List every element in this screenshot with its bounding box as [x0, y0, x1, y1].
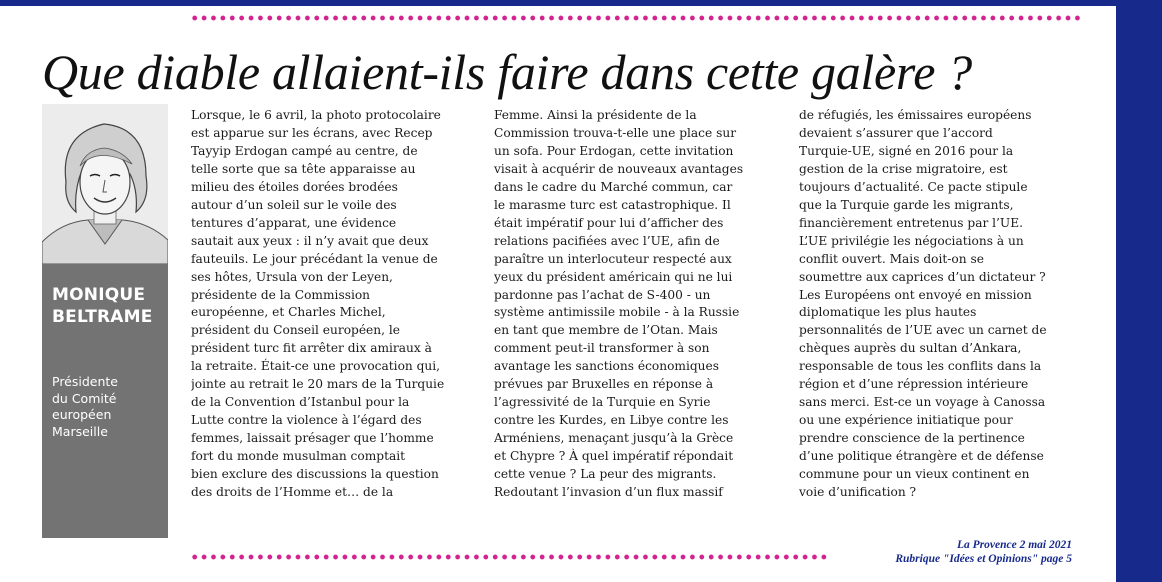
article-text-line: voie d’unification ? [799, 485, 917, 500]
article-text-line: que la Turquie garde les migrants, [799, 197, 1014, 212]
author-role-line: Présidente [52, 374, 118, 389]
right-frame-border [1116, 0, 1162, 582]
top-frame-border [0, 0, 1162, 6]
article-text-line: yeux du président américain qui ne lui [494, 269, 733, 284]
top-dotted-rule [190, 14, 1080, 22]
article-headline: Que diable allaient-ils faire dans cette galère ? [42, 44, 973, 100]
article-text-line: relations pacifiées avec l’UE, afin de [494, 233, 720, 248]
article-text-line: commune pour un vieux continent en [799, 467, 1030, 482]
author-panel [42, 104, 168, 538]
article-text-line: européenne, et Charles Michel, [191, 305, 386, 320]
article-text-line: présidente de la Commission [191, 287, 371, 302]
article-text-line: milieu des étoiles dorées brodées [191, 179, 398, 194]
article-text-line: Arméniens, menaçant jusqu’à la Grèce [494, 431, 734, 446]
article-text-line: devaient s’assurer que l’accord [799, 125, 993, 140]
article-text-line: financièrement entretenus par l’UE. [799, 215, 1023, 230]
article-text-line: président turc fit arrêter dix amiraux à [191, 341, 432, 356]
article-text-line: telle sorte que sa tête apparaisse au [191, 161, 416, 176]
article-text-line: fort du monde musulman comptait [191, 449, 406, 464]
article-text-line: le marasme turc est catastrophique. Il [494, 197, 731, 212]
article-text-line: la retraite. Était-ce une provocation qui, [191, 359, 441, 374]
article-text-line: femmes, laissait présager que l’homme [191, 431, 434, 446]
author-role-line: européen [52, 407, 112, 422]
article-text-line: était impératif pour lui d’afficher des [494, 215, 724, 230]
bottom-dotted-rule [190, 553, 830, 561]
article-text-line: tentures d’apparat, une évidence [191, 215, 397, 230]
author-first-name: MONIQUE [52, 285, 146, 305]
article-text-line: en tant que membre de l’Otan. Mais [494, 323, 718, 338]
author-name [52, 284, 164, 328]
article-text-line: Turquie-UE, signé en 2016 pour la [799, 143, 1014, 158]
article-text-line: Commission trouva-t-elle une place sur [494, 125, 737, 140]
article-text-line: fauteuils. Le jour précédant la venue de [191, 251, 438, 266]
article-text-line: diplomatique les plus hautes [799, 305, 977, 320]
article-text-line: pardonne pas l’achat de S-400 - un [494, 287, 711, 302]
author-role-line: Marseille [52, 423, 108, 439]
article-text-line: ses hôtes, Ursula von der Leyen, [191, 269, 393, 284]
article-text-line: Lorsque, le 6 avril, la photo protocolaire [191, 108, 441, 122]
article-text-line: chèques auprès du sultan d’Ankara, [799, 341, 1022, 356]
article-text-line: cette venue ? La peur des migrants. [494, 467, 717, 482]
article-text-line: Lutte contre la violence à l’égard des [191, 413, 422, 428]
article-text-line: ou une expérience initiatique pour [799, 413, 1013, 428]
article-text-line: prévues par Bruxelles en réponse à [494, 377, 714, 392]
article-text-line: autour d’un soleil sur le voile des [191, 197, 397, 212]
source-section: Rubrique "Idées et Opinions" page 5 [895, 553, 1072, 565]
article-text-line: avantage les sanctions économiques [494, 359, 719, 374]
article-text-line: L’UE privilégie les négociations à un [799, 233, 1024, 248]
article-text-line: prendre conscience de la pertinence [799, 431, 1025, 446]
article-text-line: et Chypre ? À quel impératif répondait [494, 449, 734, 464]
article-text-line: sautait aux yeux : il n’y avait que deux [191, 233, 429, 248]
article-text-line: paraître un interlocuteur respecté aux [494, 251, 732, 266]
article-column-3 [799, 107, 1069, 537]
article-text-line: est apparue sur les écrans, avec Recep [191, 125, 433, 140]
article-text-line: contre les Kurdes, en Libye contre les [494, 413, 729, 428]
article-text-line: responsable de tous les conflits dans la [799, 359, 1042, 374]
source-publication: La Provence 2 mai 2021 [957, 539, 1072, 551]
author-portrait [42, 104, 168, 264]
article-text-line: des droits de l’Homme et… de la [191, 485, 394, 500]
article-text-line: conflit ouvert. Mais doit-on se [799, 251, 984, 266]
article-text-line: président du Conseil européen, le [191, 323, 400, 338]
article-text-line: toujours d’actualité. Ce pacte stipule [799, 179, 1028, 194]
article-text-line: un sofa. Pour Erdogan, cette invitation [494, 143, 734, 158]
author-role-line: du Comité [52, 390, 117, 406]
source-citation [838, 538, 1072, 566]
article-text-line: gestion de la crise migratoire, est [799, 161, 1008, 176]
article-text-line: soumettre aux caprices d’un dictateur ? [799, 269, 1046, 284]
article-text-line: l’agressivité de la Turquie en Syrie [494, 395, 711, 410]
article-text-line: dans le cadre du Marché commun, car [494, 179, 733, 194]
article-text-line: région et d’une répression intérieure [799, 377, 1029, 392]
article-text-line: bien exclure des discussions la question [191, 467, 439, 482]
article-text-line: Femme. Ainsi la présidente de la [494, 108, 697, 122]
article-text-line: personnalités de l’UE avec un carnet de [799, 323, 1047, 338]
author-last-name: BELTRAME [52, 307, 153, 327]
article-text-line: Les Européens ont envoyé en mission [799, 287, 1032, 302]
article-text-line: d’une politique étrangère et de défense [799, 449, 1044, 464]
article-text-line: système antimissile mobile - à la Russie [494, 305, 740, 320]
author-role [52, 374, 164, 440]
article-text-line: Redoutant l’invasion d’un flux massif [494, 485, 723, 500]
article-text-line: comment peut-il transformer à son [494, 341, 710, 356]
article-text-line: sans merci. Est-ce un voyage à Canossa [799, 395, 1046, 410]
article-text-line: jointe au retrait le 20 mars de la Turquie [191, 377, 445, 392]
article-text-line: de la Convention d’Istanbul pour la [191, 395, 410, 410]
article-column-1 [191, 107, 461, 537]
article-text-line: visait à acquérir de nouveaux avantages [494, 161, 744, 176]
article-text-line: de réfugiés, les émissaires européens [799, 108, 1032, 122]
article-text-line: Tayyip Erdogan campé au centre, de [191, 143, 418, 158]
article-column-2 [494, 107, 764, 537]
